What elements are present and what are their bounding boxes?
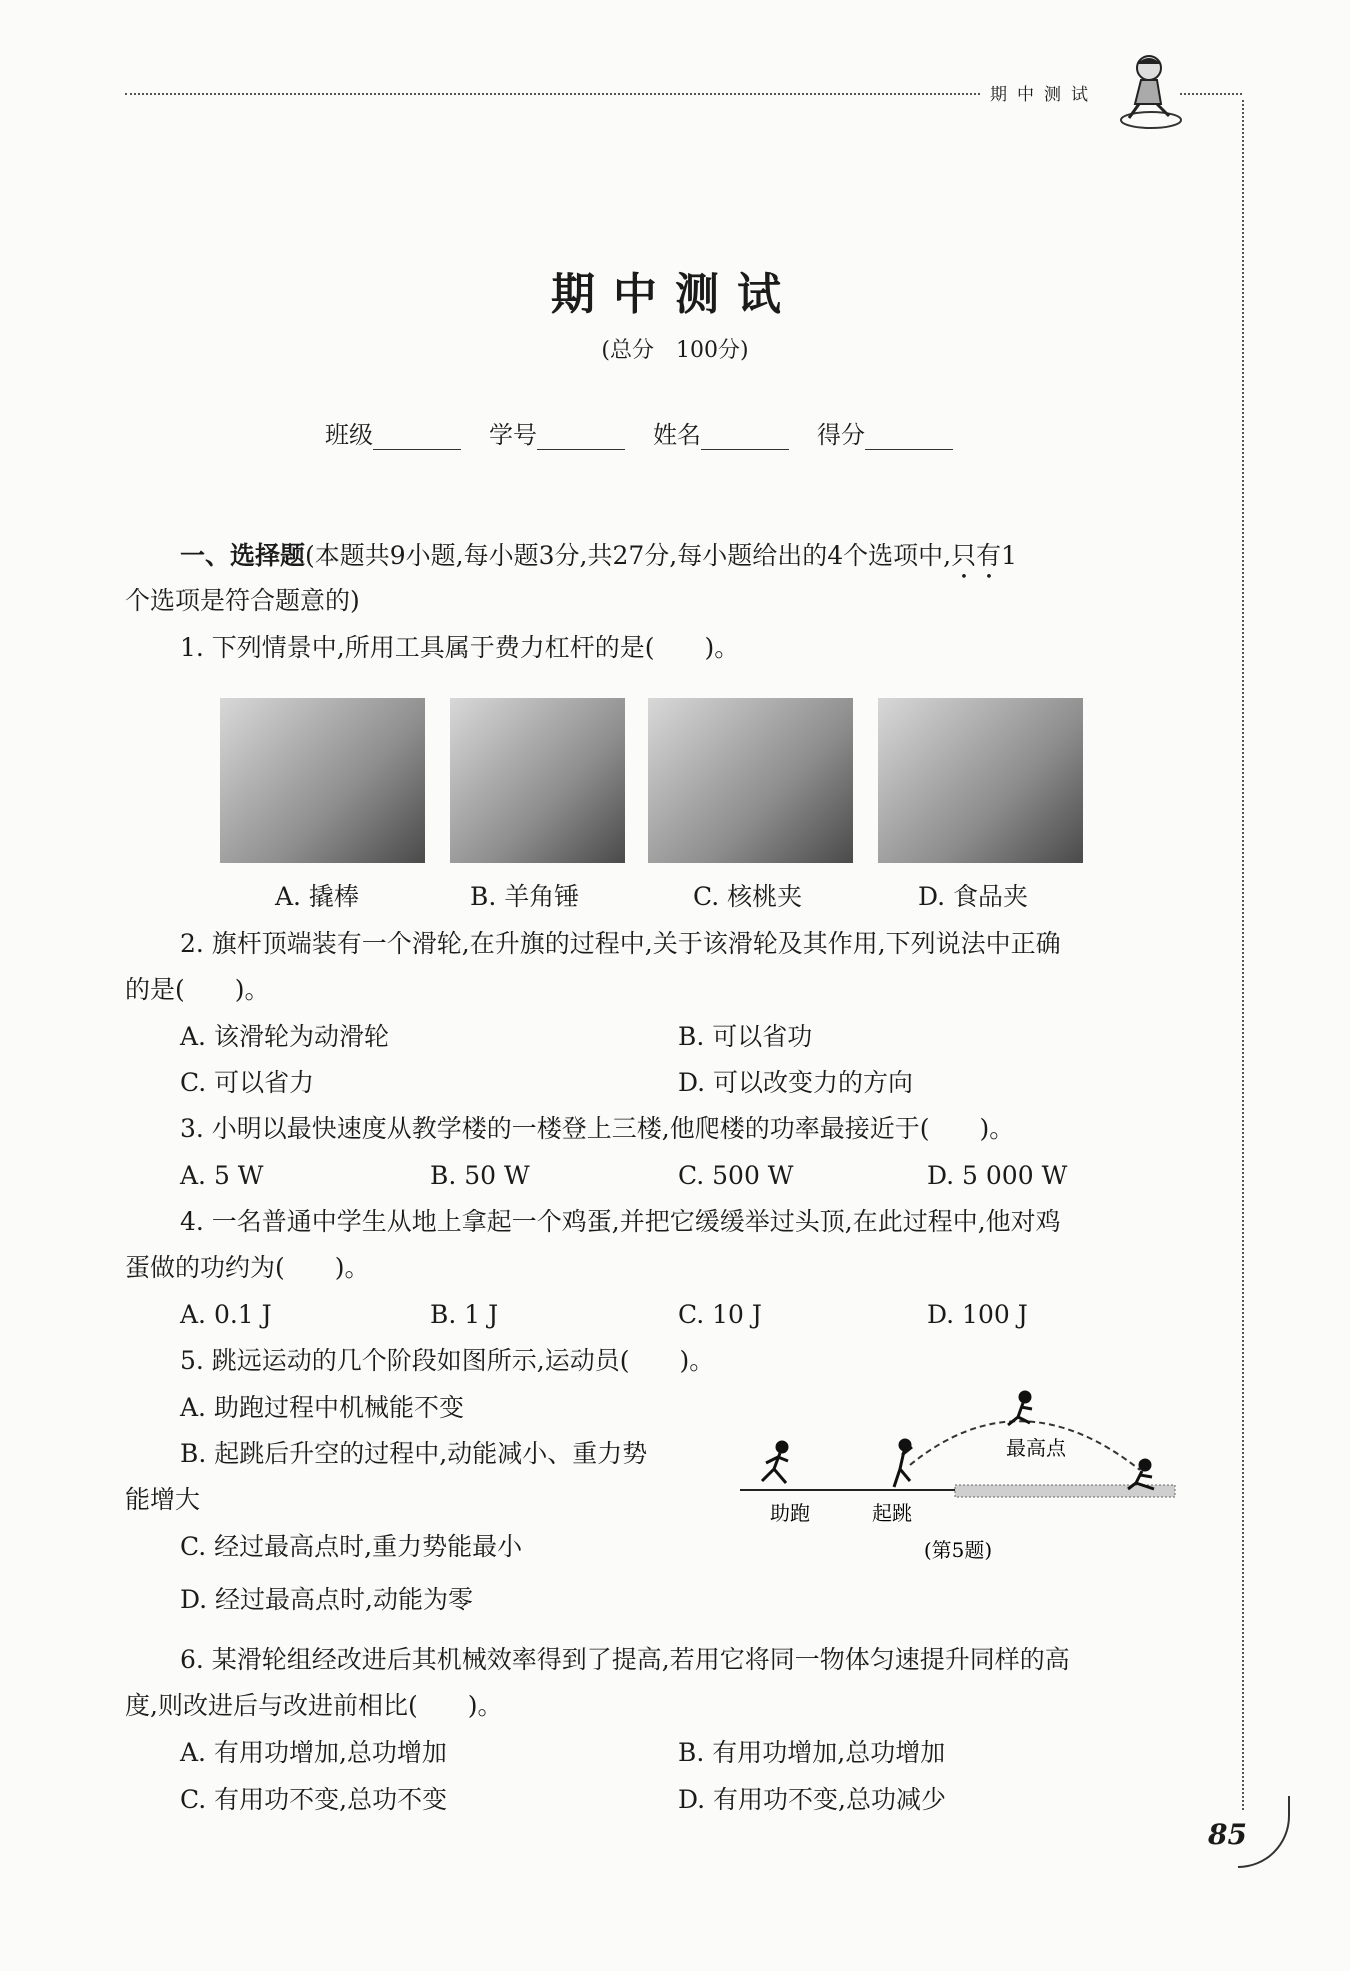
q4-option-a: A. 0.1 J: [180, 1300, 272, 1329]
q3-option-d: D. 5 000 W: [927, 1161, 1068, 1190]
q5-option-b: B. 起跳后升空的过程中,动能减小、重力势: [180, 1439, 648, 1468]
photo-crowbar: [220, 698, 425, 863]
q1-option-c: C. 核桃夹: [693, 882, 803, 911]
label-runup: 助跑: [770, 1501, 810, 1525]
q2-option-c: C. 可以省力: [180, 1068, 315, 1097]
q6-stem-2: 度,则改进后与改进前相比( )。: [125, 1691, 503, 1720]
photo-claw-hammer: [450, 698, 625, 863]
section-desc-2: 个选项是符合题意的): [125, 586, 360, 615]
q1-option-a: A. 撬棒: [275, 882, 359, 911]
info-class: 班级: [325, 415, 461, 450]
q5-option-b-cont: 能增大: [125, 1485, 201, 1514]
q4-option-b: B. 1 J: [430, 1300, 499, 1329]
info-score: 得分: [817, 415, 953, 450]
q4-stem-1: 4. 一名普通中学生从地上拿起一个鸡蛋,并把它缓缓举过头顶,在此过程中,他对鸡: [180, 1207, 1061, 1236]
q6-option-c: C. 有用功不变,总功不变: [180, 1785, 448, 1814]
sand-pit: [955, 1485, 1175, 1497]
q2-stem-2: 的是( )。: [125, 975, 270, 1004]
q3-option-b: B. 50 W: [430, 1161, 530, 1190]
photo-food-tongs: [878, 698, 1083, 863]
figure-caption: (第5题): [923, 1538, 993, 1562]
mascot-icon: [1115, 52, 1185, 132]
section-heading: 一、选择题(本题共9小题,每小题3分,共27分,每小题给出的4个选项中,只有1: [180, 541, 1018, 570]
runner-icon: [762, 1442, 788, 1483]
q4-option-d: D. 100 J: [927, 1300, 1028, 1329]
long-jump-figure: [740, 1385, 1180, 1575]
q6-option-b: B. 有用功增加,总功增加: [678, 1738, 946, 1767]
q2-option-d: D. 可以改变力的方向: [678, 1068, 914, 1097]
label-peak: 最高点: [1006, 1436, 1066, 1460]
photo-nutcracker: [648, 698, 853, 863]
info-number: 学号: [489, 415, 625, 450]
q2-option-a: A. 该滑轮为动滑轮: [180, 1022, 389, 1051]
label-takeoff: 起跳: [872, 1501, 912, 1525]
q2-option-b: B. 可以省功: [678, 1022, 813, 1051]
q6-option-a: A. 有用功增加,总功增加: [180, 1738, 447, 1767]
student-info: [325, 415, 953, 450]
header-section: 期中测试: [990, 85, 1098, 105]
q2-stem-1: 2. 旗杆顶端装有一个滑轮,在升旗的过程中,关于该滑轮及其作用,下列说法中正确: [180, 929, 1061, 958]
page-number: 85: [1208, 1818, 1247, 1851]
q6-option-d: D. 有用功不变,总功减少: [678, 1785, 946, 1814]
q5-option-d: D. 经过最高点时,动能为零: [180, 1585, 473, 1614]
q6-stem-1: 6. 某滑轮组经改进后其机械效率得到了提高,若用它将同一物体匀速提升同样的高: [180, 1645, 1070, 1674]
q3-stem: 3. 小明以最快速度从教学楼的一楼登上三楼,他爬楼的功率最接近于( )。: [180, 1114, 1015, 1143]
q5-option-c: C. 经过最高点时,重力势能最小: [180, 1532, 523, 1561]
jumper-peak-icon: [1008, 1392, 1032, 1425]
q3-option-a: A. 5 W: [180, 1161, 264, 1190]
jumper-takeoff-icon: [894, 1440, 912, 1487]
q5-option-a: A. 助跑过程中机械能不变: [180, 1393, 464, 1422]
q1-option-d: D. 食品夹: [918, 882, 1029, 911]
header-rule: [125, 93, 980, 95]
q1-stem: 1. 下列情景中,所用工具属于费力杠杆的是( )。: [180, 633, 740, 662]
q1-option-b: B. 羊角锤: [470, 882, 580, 911]
info-name: 姓名: [653, 415, 789, 450]
q5-stem: 5. 跳远运动的几个阶段如图所示,运动员( )。: [180, 1346, 715, 1375]
q4-option-c: C. 10 J: [678, 1300, 762, 1329]
page-subtitle: (总分 100分): [601, 338, 749, 363]
header-rule-right: [1180, 93, 1242, 95]
page-title: 期中测试: [551, 269, 799, 320]
q3-option-c: C. 500 W: [678, 1161, 794, 1190]
q4-stem-2: 蛋做的功约为( )。: [125, 1253, 370, 1282]
